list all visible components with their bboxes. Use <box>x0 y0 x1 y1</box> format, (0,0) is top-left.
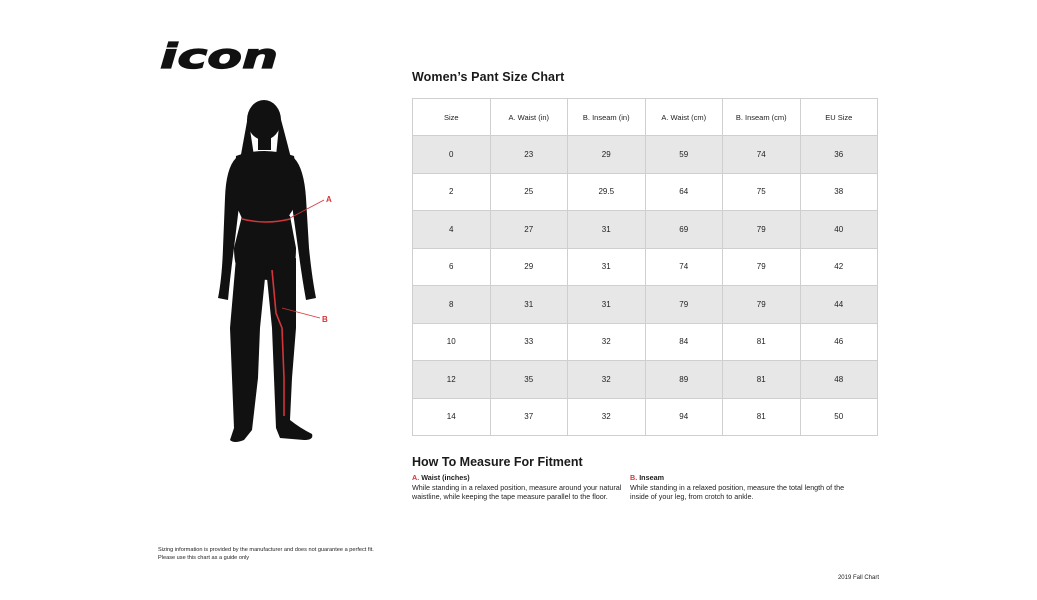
cell: 81 <box>723 361 801 399</box>
waist-instructions <box>412 473 622 502</box>
cell: 2 <box>413 173 491 211</box>
cell: 33 <box>490 323 568 361</box>
cell: 81 <box>723 398 801 436</box>
howto-title: How To Measure For Fitment <box>412 455 583 469</box>
cell: 31 <box>568 211 646 249</box>
waist-heading-text: Waist (inches) <box>421 473 470 482</box>
logo-wordmark: icon <box>160 38 278 74</box>
cell: 10 <box>413 323 491 361</box>
label-a: A <box>326 195 332 204</box>
cell: 25 <box>490 173 568 211</box>
table-row <box>413 361 878 399</box>
cell: 37 <box>490 398 568 436</box>
cell: 12 <box>413 361 491 399</box>
cell: 46 <box>800 323 878 361</box>
footer-chart-version: 2019 Fall Chart <box>837 575 879 581</box>
size-table <box>412 98 878 436</box>
header-waist-cm: A. Waist (cm) <box>645 99 723 136</box>
header-inseam-in: B. Inseam (in) <box>568 99 646 136</box>
cell: 29.5 <box>568 173 646 211</box>
cell: 81 <box>723 323 801 361</box>
woman-silhouette-icon <box>218 100 316 442</box>
cell: 27 <box>490 211 568 249</box>
disclaimer-line-2: Please use this chart as a guide only <box>158 555 250 561</box>
cell: 4 <box>413 211 491 249</box>
chart-title: Women’s Pant Size Chart <box>412 70 565 84</box>
waist-text: While standing in a relaxed position, measure around your natural waistline, while keeping the tape measure parallel to the floor. <box>412 482 622 502</box>
cell: 32 <box>568 361 646 399</box>
cell: 31 <box>568 286 646 324</box>
inseam-heading-text: Inseam <box>639 473 664 482</box>
inseam-text: While standing in a relaxed position, measure the total length of the inside of your leg, from crotch to ankle. <box>630 482 845 502</box>
disclaimer-line-1: Sizing information is provided by the manufacturer and does not guarantee a perfect fit. <box>158 547 374 553</box>
measurement-figure <box>196 98 346 448</box>
table-row <box>413 136 878 174</box>
table-row <box>413 286 878 324</box>
cell: 94 <box>645 398 723 436</box>
cell: 6 <box>413 248 491 286</box>
brand-logo <box>158 38 282 74</box>
cell: 79 <box>723 248 801 286</box>
cell: 48 <box>800 361 878 399</box>
cell: 40 <box>800 211 878 249</box>
cell: 32 <box>568 323 646 361</box>
cell: 14 <box>413 398 491 436</box>
cell: 31 <box>568 248 646 286</box>
table-row <box>413 248 878 286</box>
cell: 74 <box>645 248 723 286</box>
inseam-instructions <box>630 473 850 502</box>
cell: 75 <box>723 173 801 211</box>
inseam-letter: B. <box>630 473 638 482</box>
label-b: B <box>322 315 328 324</box>
header-size: Size <box>413 99 491 136</box>
waist-letter: A. <box>412 473 420 482</box>
disclaimer <box>158 546 418 562</box>
table-row <box>413 211 878 249</box>
header-waist-in: A. Waist (in) <box>490 99 568 136</box>
cell: 38 <box>800 173 878 211</box>
waist-heading <box>412 473 622 483</box>
cell: 89 <box>645 361 723 399</box>
cell: 50 <box>800 398 878 436</box>
cell: 29 <box>490 248 568 286</box>
cell: 42 <box>800 248 878 286</box>
cell: 44 <box>800 286 878 324</box>
table-row <box>413 173 878 211</box>
cell: 32 <box>568 398 646 436</box>
cell: 79 <box>723 286 801 324</box>
cell: 0 <box>413 136 491 174</box>
table-header-row <box>413 99 878 136</box>
cell: 36 <box>800 136 878 174</box>
cell: 64 <box>645 173 723 211</box>
cell: 23 <box>490 136 568 174</box>
cell: 31 <box>490 286 568 324</box>
table-row <box>413 323 878 361</box>
cell: 35 <box>490 361 568 399</box>
table-row <box>413 398 878 436</box>
cell: 69 <box>645 211 723 249</box>
cell: 29 <box>568 136 646 174</box>
cell: 84 <box>645 323 723 361</box>
cell: 79 <box>645 286 723 324</box>
header-inseam-cm: B. Inseam (cm) <box>723 99 801 136</box>
cell: 59 <box>645 136 723 174</box>
inseam-heading <box>630 473 850 483</box>
header-eu-size: EU Size <box>800 99 878 136</box>
cell: 79 <box>723 211 801 249</box>
cell: 74 <box>723 136 801 174</box>
cell: 8 <box>413 286 491 324</box>
